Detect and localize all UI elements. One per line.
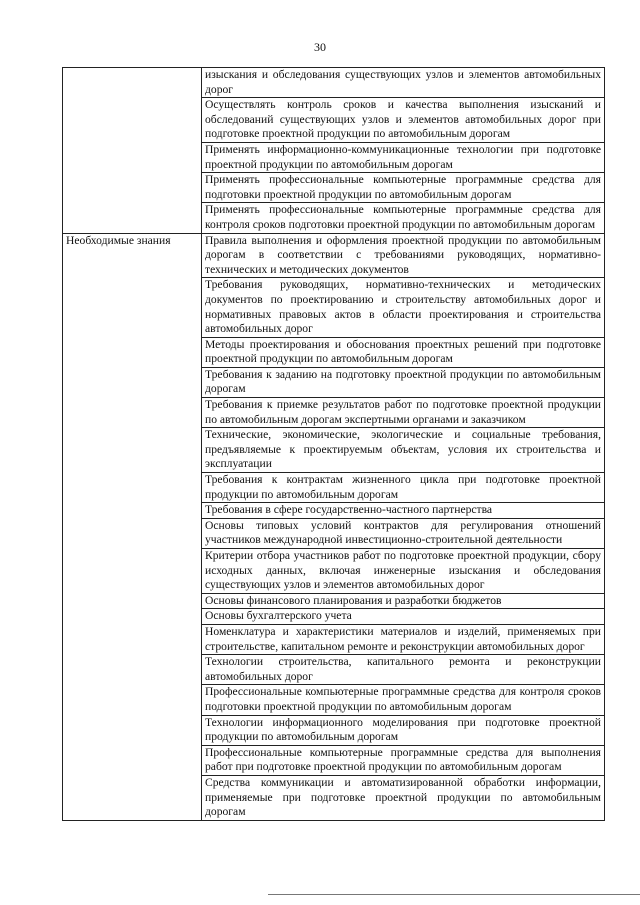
requirement-cell: Требования руководящих, нормативно-технических и методических документов по проектированию и строительству автомобильных дорог и нормативных правовых актов в области проектирования и строительства автомобильных дорог — [202, 278, 605, 337]
table-body — [63, 68, 605, 821]
requirement-cell: изыскания и обследования существующих узлов и элементов автомобильных дорог — [202, 68, 605, 98]
requirement-cell: Требования к заданию на подготовку проектной продукции по автомобильным дорогам — [202, 367, 605, 397]
requirement-cell: Основы типовых условий контрактов для регулирования отношений участников международной инвестиционно-строительной деятельности — [202, 518, 605, 548]
requirements-table — [62, 67, 605, 821]
requirement-cell: Номенклатура и характеристики материалов и изделий, применяемых при строительстве, капитальном ремонте и реконструкции автомобильных дорог — [202, 624, 605, 654]
requirement-cell: Требования к контрактам жизненного цикла при подготовке проектной продукции по автомобильным дорогам — [202, 473, 605, 503]
requirement-cell: Профессиональные компьютерные программные средства для контроля сроков подготовки проектной продукции по автомобильным дорогам — [202, 685, 605, 715]
requirement-cell: Технологии строительства, капитального ремонта и реконструкции автомобильных дорог — [202, 655, 605, 685]
section-label — [63, 68, 202, 234]
page-number: 30 — [314, 40, 326, 54]
requirement-cell: Критерии отбора участников работ по подготовке проектной продукции, сбору исходных данных, включая инженерные изыскания и обследования существующих узлов и элементов автомобильных дорог — [202, 549, 605, 594]
requirement-cell: Методы проектирования и обоснования проектных решений при подготовке проектной продукции по автомобильным дорогам — [202, 337, 605, 367]
requirement-cell: Технологии информационного моделирования при подготовке проектной продукции по автомобильным дорогам — [202, 715, 605, 745]
requirement-cell: Профессиональные компьютерные программные средства для выполнения работ при подготовке проектной продукции по автомобильным дорогам — [202, 745, 605, 775]
requirement-cell: Средства коммуникации и автоматизированной обработки информации, применяемые при подготовке проектной продукции по автомобильным дорогам — [202, 775, 605, 820]
requirement-cell: Осуществлять контроль сроков и качества выполнения изысканий и обследований существующих узлов и элементов автомобильных дорог при подготовке проектной продукции по автомобильным дорогам — [202, 98, 605, 143]
table-row — [63, 68, 605, 98]
requirement-cell: Требования к приемке результатов работ по подготовке проектной продукции по автомобильным дорогам экспертными органами и заказчиком — [202, 398, 605, 428]
requirement-cell: Требования в сфере государственно-частного партнерства — [202, 503, 605, 519]
requirement-cell: Правила выполнения и оформления проектной продукции по автомобильным дорогам в соответствии с требованиями руководящих, нормативно-технических и методических документов — [202, 233, 605, 278]
requirement-cell: Применять информационно-коммуникационные технологии при подготовке проектной продукции по автомобильным дорогам — [202, 142, 605, 172]
requirement-cell: Основы бухгалтерского учета — [202, 609, 605, 625]
requirement-cell: Технические, экономические, экологические и социальные требования, предъявляемые к проектируемым объектам, условия их строительства и эксплуатации — [202, 428, 605, 473]
section-label: Необходимые знания — [63, 233, 202, 820]
requirement-cell: Применять профессиональные компьютерные программные средства для подготовки проектной продукции по автомобильным дорогам — [202, 173, 605, 203]
requirement-cell: Применять профессиональные компьютерные программные средства для контроля сроков подготовки проектной продукции по автомобильным дорогам — [202, 203, 605, 233]
page-bottom-rule — [268, 894, 640, 895]
requirement-cell: Основы финансового планирования и разработки бюджетов — [202, 593, 605, 609]
table-row — [63, 233, 605, 278]
